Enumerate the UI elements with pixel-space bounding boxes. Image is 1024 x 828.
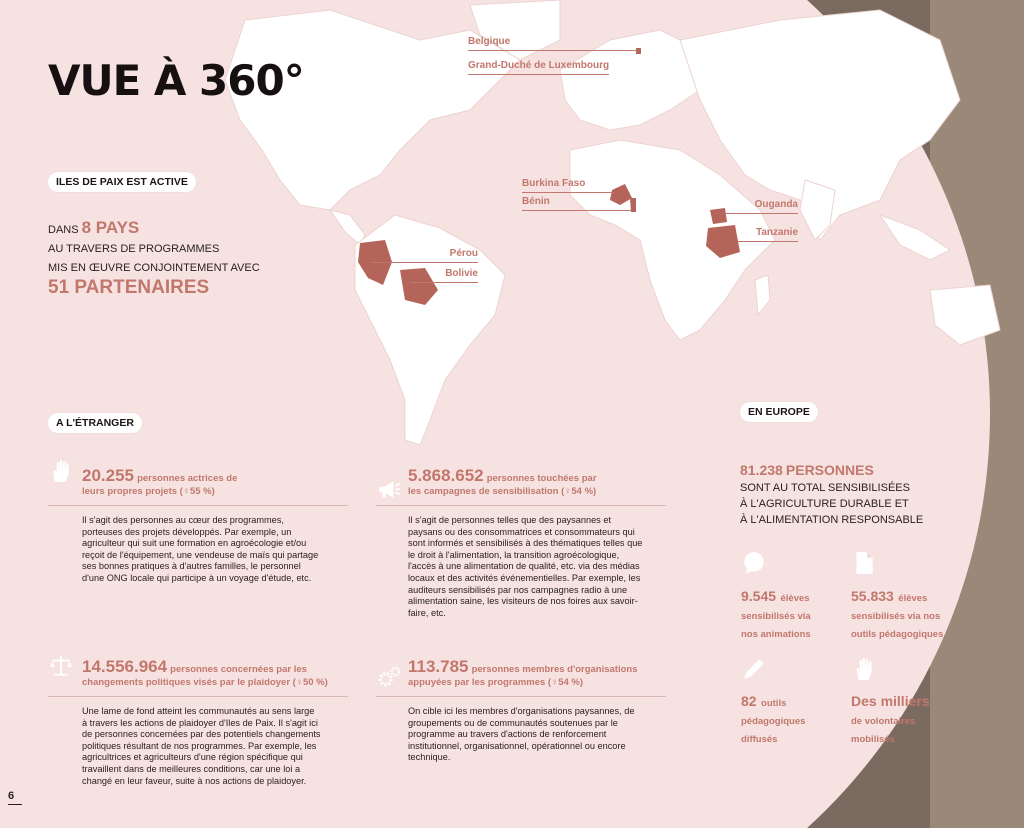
eu-stat-animations-number: 9.545 <box>741 588 777 604</box>
eu-stat-tools-students-number: 55.833 <box>851 588 894 604</box>
europe-line2: À L'AGRICULTURE DURABLE ET <box>740 498 909 510</box>
intro-prefix: DANS <box>48 224 79 236</box>
eu-stat-tools <box>741 693 841 747</box>
eu-stat-tools-unit: outils <box>761 698 787 709</box>
stat-members-label-1: personnes membres d'organisations <box>471 664 638 675</box>
europe-number: 81.238 <box>740 462 783 478</box>
pencil-icon <box>741 656 767 687</box>
eu-stat-animations-text-2: nos animations <box>741 629 811 640</box>
eu-stat-animations-unit: élèves <box>780 593 810 604</box>
megaphone-icon <box>376 476 402 507</box>
europe-badge: EN EUROPE <box>740 402 818 422</box>
stat-actors-label-2: leurs propres projets (♀55 %) <box>82 486 215 497</box>
stat-policy-number: 14.556.964 <box>82 657 168 676</box>
stat-members-number: 113.785 <box>408 657 469 676</box>
map-label-burkina: Burkina Faso <box>522 178 614 193</box>
stat-actors-description: Il s'agit des personnes au cœur des programmes, porteuses des projets développés. Par exemple, un agriculteur qui suit une formation en agroécologie et/ou reçoit de l'équipement, une vendeuse de maïs qui partage ses bonnes pratiques à d'autres familles, le personnel d'une ONG locale qui participe à un voyage d'étude, etc. <box>82 515 319 583</box>
stat-members-label-2: appuyées par les programmes (♀54 %) <box>408 677 584 688</box>
gears-icon <box>376 664 402 695</box>
europe-number-suffix: PERSONNES <box>785 462 874 478</box>
eu-stat-tools-students-unit: élèves <box>898 593 928 604</box>
intro-block <box>48 218 260 297</box>
europe-summary <box>740 462 960 528</box>
map-label-benin: Bénin <box>522 196 632 211</box>
eu-stat-tools-students-text-1: sensibilisés via nos <box>851 611 941 622</box>
scales-icon <box>48 653 74 684</box>
active-badge: ILES DE PAIX EST ACTIVE <box>48 172 196 192</box>
eu-stat-volunteers <box>851 693 961 747</box>
document-icon <box>851 550 877 581</box>
stat-sensitized-description: Il s'agit de personnes telles que des paysannes et paysans ou des consommatrices et consommateurs qui sont informés et sensibilisés à des thématiques telles que le droit à l'alimentation, la transition agroécologique, l'accès à une alimentation de qualité, etc. via des médias locaux et des activités événementielles. Par exemple, les auditeurs sensibilisés par nos campagnes radio à une alimentation saine, les visiteurs de nos foires aux savoir-faire, etc. <box>408 515 643 618</box>
eu-stat-animations-text-1: sensibilisés via <box>741 611 811 622</box>
eu-stat-animations <box>741 588 841 642</box>
stat-actors-label-1: personnes actrices de <box>137 473 238 484</box>
raised-hand-icon <box>851 656 877 687</box>
eu-stat-tools-number: 82 <box>741 693 757 709</box>
divider <box>48 505 348 506</box>
divider <box>376 505 666 506</box>
stat-policy-label-2: changements politiques visés par le plaidoyer (♀50 %) <box>82 677 328 688</box>
map-label-ouganda: Ouganda <box>724 199 798 214</box>
eu-stat-tools-text-2: diffusés <box>741 734 778 745</box>
map-label-tanzanie: Tanzanie <box>738 227 798 242</box>
speech-bubble-icon <box>741 550 767 581</box>
stat-sensitized-label-2: les campagnes de sensibilisation (♀54 %) <box>408 486 597 497</box>
stat-sensitized-label-1: personnes touchées par <box>486 473 597 484</box>
stat-sensitized-number: 5.868.652 <box>408 466 484 485</box>
map-label-bolivie: Bolivie <box>410 268 478 283</box>
map-label-perou: Pérou <box>372 248 478 263</box>
stat-policy-description: Une lame de fond atteint les communautés au sens large à travers les actions de plaidoyer d'Iles de Paix. Il s'agit ici de personnes concernées par des potentiels changements politiques résultant de nos programmes. Par exemple, les agricultrices et agriculteurs d'une région spécifique qui travaillent dans de meilleures conditions, car une loi a changé en leur faveur, suite à nos actions de plaidoyer. <box>82 706 321 786</box>
map-label-luxembourg: Grand-Duché de Luxembourg <box>468 60 609 75</box>
eu-stat-volunteers-number: Des milliers <box>851 693 930 709</box>
intro-line2: AU TRAVERS DE PROGRAMMES <box>48 243 220 255</box>
stat-policy-label-1: personnes concernées par les <box>170 664 307 675</box>
eu-stat-volunteers-text-1: de volontaires <box>851 716 916 727</box>
eu-stat-tools-students-text-2: outils pédagogiques <box>851 629 944 640</box>
countries-count: 8 PAYS <box>81 218 140 237</box>
intro-line3: MIS EN ŒUVRE CONJOINTEMENT AVEC <box>48 262 260 274</box>
stat-members-description: On cible ici les membres d'organisations paysannes, de groupements ou de communautés soutenues par le programme au travers d'actions de renforcement institutionnel, organisationnel, opérationnel ou encore technique. <box>408 706 635 763</box>
map-label-belgique: Belgique <box>468 36 638 51</box>
europe-line1: SONT AU TOTAL SENSIBILISÉES <box>740 482 910 494</box>
stat-sensitized <box>408 466 668 498</box>
eu-stat-tools-text-1: pédagogiques <box>741 716 806 727</box>
abroad-badge: A L'ÉTRANGER <box>48 413 142 433</box>
stat-policy <box>82 657 352 689</box>
hand-icon <box>48 458 74 489</box>
stat-actors-number: 20.255 <box>82 466 134 485</box>
stat-members <box>408 657 668 689</box>
page-title: VUE À 360° <box>48 56 304 105</box>
eu-stat-volunteers-text-2: mobilisés <box>851 734 895 745</box>
divider <box>48 696 348 697</box>
divider <box>376 696 666 697</box>
eu-stat-tools-students <box>851 588 961 642</box>
stat-actors <box>82 466 282 498</box>
europe-line3: À L'ALIMENTATION RESPONSABLE <box>740 514 924 526</box>
page-number: 6 <box>8 790 22 805</box>
partners-count: 51 PARTENAIRES <box>48 277 210 298</box>
